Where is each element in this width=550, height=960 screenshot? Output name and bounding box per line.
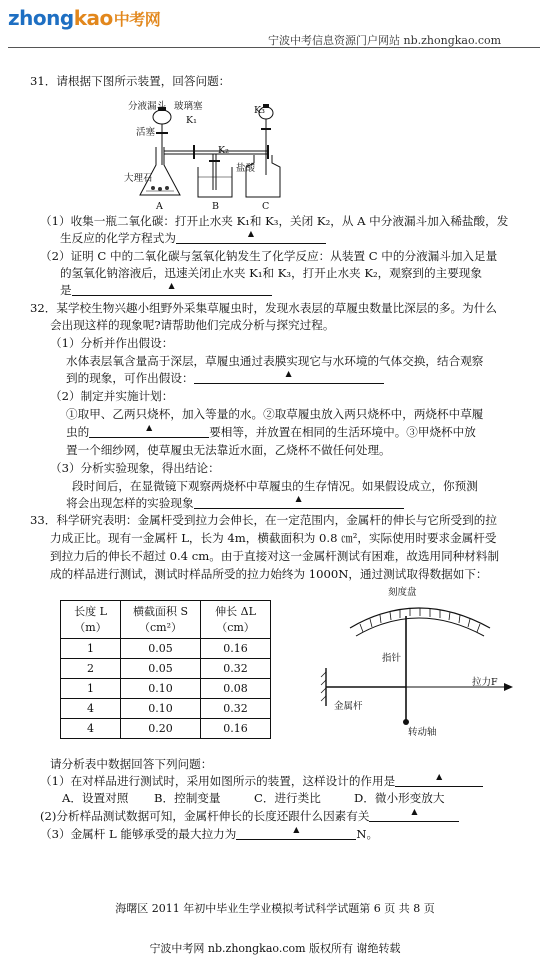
q33-option-b: B．控制变量 (154, 791, 221, 805)
table-row: 1 0.05 0.16 (61, 639, 271, 659)
q31-answer-blank-1[interactable]: ▲ (176, 231, 326, 244)
q32-section2-title: （2）制定并实施计划： (50, 389, 174, 403)
fig33-axis-label: 转动轴 (408, 727, 437, 738)
q32-section3-line2: 将会出现怎样的实验现象 ▲ (66, 495, 404, 512)
table-header-area: 横截面积 S （cm²） (121, 601, 201, 639)
q33-stem-line1: 33．科学研究表明：金属杆受到拉力会伸长，在一定范围内，金属杆的伸长与它所受到的拉 (30, 513, 497, 527)
q32-section1-line1: 水体表层氧含量高于深层，草履虫通过表膜实现它与水环境的气体交换，结合观察 (66, 354, 484, 368)
table-header-elongation: 伸长 ΔL （cm） (201, 601, 271, 639)
q31-part1-line2: 生反应的化学方程式为 ▲ (60, 230, 326, 247)
q33-option-d: D．微小形变放大 (354, 791, 445, 805)
q33-answer-blank-3[interactable]: ▲ (236, 827, 356, 840)
fig31-cock-label: 活塞 (136, 127, 156, 138)
table-row: 2 0.05 0.32 (61, 659, 271, 679)
q33-answer-blank-2[interactable]: ▲ (369, 809, 459, 822)
q33-stem-line2: 力成正比。现有一金属杆 L，长为 4m，横截面积为 0.8 ㎝²，实际使用时要求金属杆受 (50, 531, 497, 545)
table-header-row (61, 601, 271, 639)
page-footer-info: 海曙区 2011 年初中毕业生学业模拟考试科学试题第 6 页 共 8 页 (115, 902, 435, 915)
q32-section1-title: （1）分析并作出假设： (50, 336, 174, 350)
q33-ask: 请分析表中数据回答下列问题： (50, 757, 213, 771)
q33-option-a: A．设置对照 (62, 791, 129, 805)
q31-answer-blank-2[interactable]: ▲ (72, 283, 272, 296)
q32-stem-line1: 32．某学校生物兴趣小组野外采集草履虫时，发现水表层的草履虫数量比深层的多。为什么 (30, 301, 497, 315)
q32-section2-line1: ①取甲、乙两只烧杯，加入等量的水。②取草履虫放入两只烧杯中，两烧杯中草履 (66, 407, 484, 421)
fig31-acid-label: 盐酸 (236, 163, 256, 174)
fig31-c-label: C (262, 201, 270, 212)
q31-part1-line1: （1）收集一瓶二氧化碳：打开止水夹 K₁和 K₃，关闭 K₂，从 A 中分液漏斗加入稀盐酸，发 (40, 214, 509, 228)
fig31-marble-label: 大理石 (124, 173, 153, 184)
fig33-pointer-label: 指针 (382, 653, 402, 664)
zhongkao-logo[interactable]: zhongkao中考网 (8, 6, 161, 30)
q32-section2-line3: 置一个细纱网，使草履虫无法靠近水面，乙烧杯不做任何处理。 (66, 443, 391, 457)
q33-part1: （1）在对样品进行测试时，采用如图所示的装置，这样设计的作用是 ▲ (40, 773, 483, 790)
q32-section1-line2: 到的现象，可作出假设： ▲ (66, 370, 384, 387)
fig33-dial-label: 刻度盘 (388, 587, 417, 598)
q33-answer-blank-1[interactable]: ▲ (395, 774, 483, 787)
q33-part3: （3）金属杆 L 能够承受的最大拉力为 ▲ N。 (40, 825, 379, 841)
logo-cn-text: 中考网 (113, 10, 161, 29)
table-row: 4 0.10 0.32 (61, 699, 271, 719)
header-divider (8, 47, 540, 48)
fig31-k1-label: K₁ (186, 115, 197, 126)
q32-answer-blank-3[interactable]: ▲ (194, 496, 404, 509)
fig31-a-label: A (156, 201, 163, 212)
site-name: 宁波中考信息资源门户网站 nb.zhongkao.com (268, 34, 502, 47)
q33-data-table (60, 600, 271, 739)
q33-measuring-device-diagram (318, 590, 523, 740)
q33-part2: (2)分析样品测试数据可知，金属杆伸长的长度还跟什么因素有关 ▲ (40, 808, 459, 825)
fig31-k2-label: K₂ (218, 145, 229, 156)
q32-answer-blank-1[interactable]: ▲ (194, 371, 384, 384)
q32-answer-blank-2[interactable]: ▲ (89, 425, 209, 438)
q31-part2-line3: 是 ▲ (60, 282, 272, 299)
q32-section3-title: （3）分析实验现象，得出结论： (50, 461, 220, 475)
q31-part2-line2: 的氢氧化钠溶液后，迅速关闭止水夹 K₁和 K₃，打开止水夹 K₂，观察到的主要现象 (60, 266, 482, 280)
table-row: 4 0.20 0.16 (61, 719, 271, 739)
fig31-stopper-label: 玻璃塞 (174, 101, 203, 112)
fig31-funnel-label: 分液漏斗 (128, 101, 167, 112)
q33-stem-line4: 成的样品进行测试，测试时样品所受的拉力始终为 1000N，通过测试取得数据如下： (50, 567, 488, 581)
table-header-length: 长度 L （m） (61, 601, 121, 639)
q31-stem: 31．请根据下图所示装置，回答问题： (30, 74, 231, 88)
q32-section3-line1: 段时间后，在显微镜下观察两烧杯中草履虫的生存情况。如果假设成立，你预测 (72, 479, 478, 493)
q33-stem-line3: 到拉力后的伸长不超过 0.4 cm。由于直接对这一金属杆测试有困难，故选用同种材料制 (50, 549, 500, 563)
q33-option-c: C．进行类比 (254, 791, 321, 805)
q32-stem-line2: 会出现这样的现象呢?请帮助他们完成分析与探究过程。 (50, 318, 335, 332)
fig33-force-label: 拉力F (472, 677, 498, 688)
fig31-b-label: B (212, 201, 219, 212)
copyright-footer: 宁波中考网 nb.zhongkao.com 版权所有 谢绝转载 (149, 942, 401, 955)
q31-part2-line1: （2）证明 C 中的二氧化碳与氢氧化钠发生了化学反应：从装置 C 中的分液漏斗加入足量 (40, 249, 498, 263)
fig33-rod-label: 金属杆 (334, 701, 363, 712)
page-header (0, 0, 550, 48)
q32-section2-line2: 虫的 ▲ 要相等，并放置在相同的生活环境中。③甲烧杯中放 (66, 423, 476, 439)
table-row: 1 0.10 0.08 (61, 679, 271, 699)
fig31-k3-label: K₃ (254, 105, 265, 116)
